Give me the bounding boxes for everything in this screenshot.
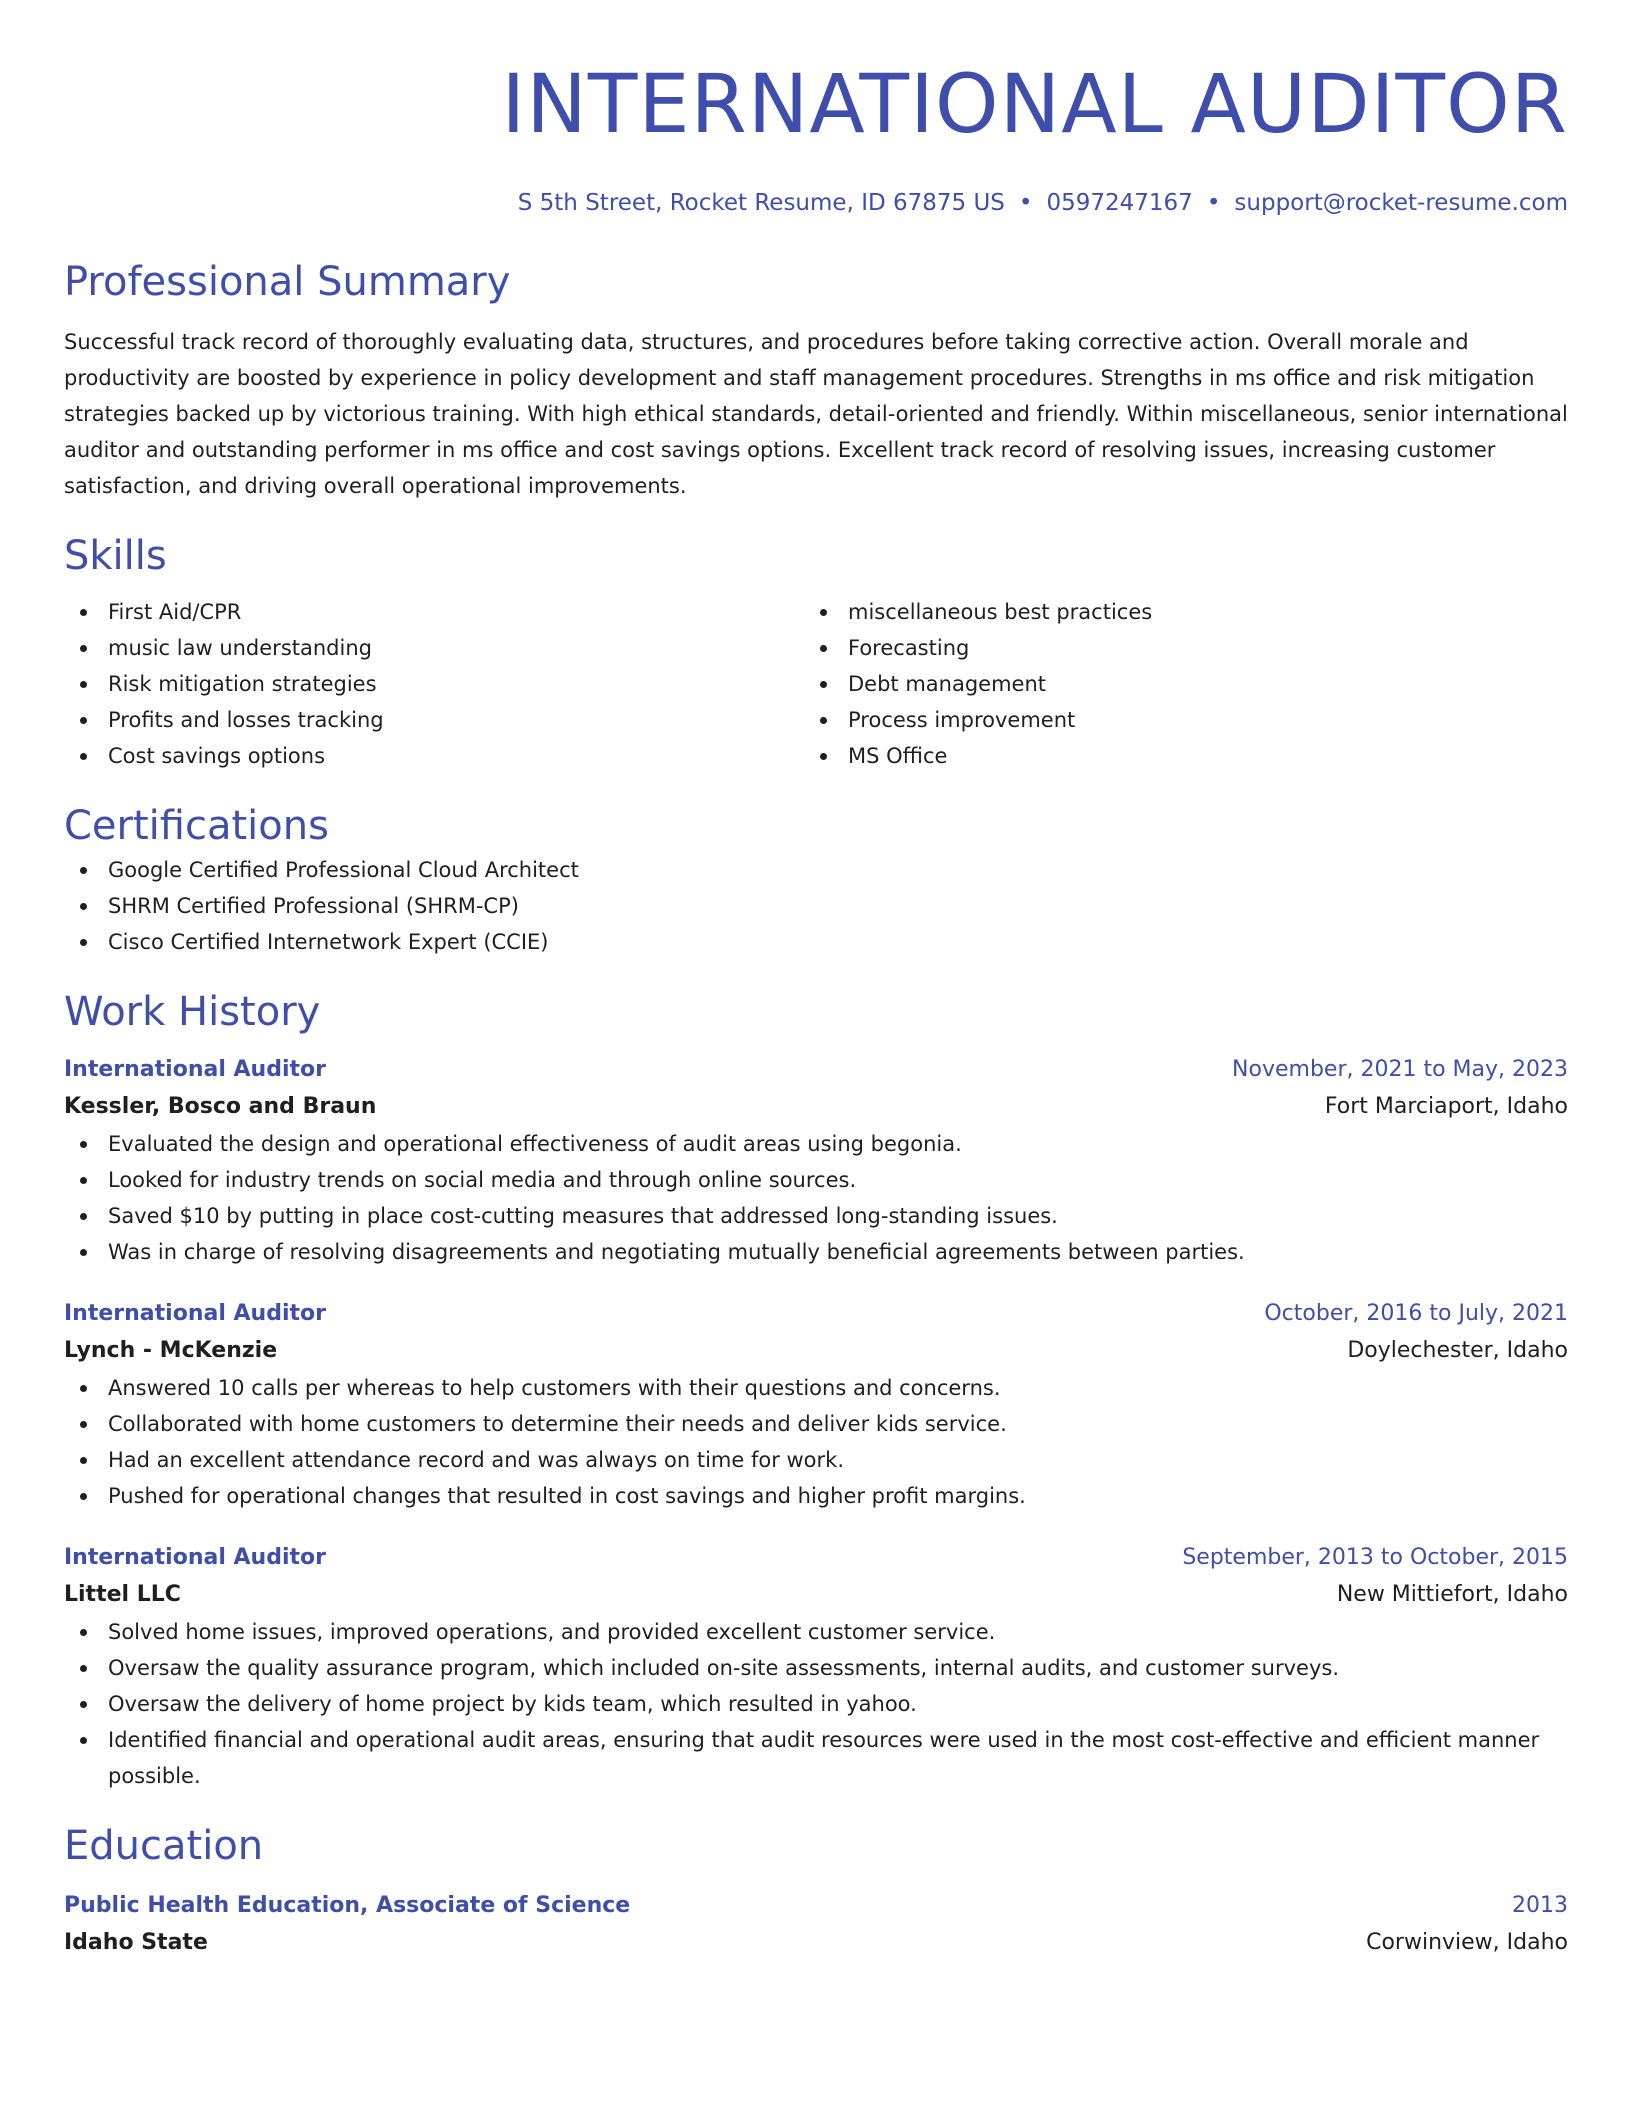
job-dates: September, 2013 to October, 2015 [1182, 1545, 1568, 1570]
job-location: Doylechester, Idaho [1347, 1338, 1568, 1363]
certifications-list [64, 852, 1568, 960]
job-company: Kessler, Bosco and Braun [64, 1094, 377, 1119]
job-bullet: Oversaw the quality assurance program, which included on-site assessments, internal audits, and customer surveys. [64, 1650, 1568, 1686]
certifications-heading: Certifications [64, 803, 329, 849]
job-bullet: Oversaw the delivery of home project by kids team, which resulted in yahoo. [64, 1686, 1568, 1722]
skill-item: Debt management [804, 666, 1544, 702]
contact-line [64, 188, 1568, 218]
job-dates: October, 2016 to July, 2021 [1264, 1301, 1568, 1326]
education-location: Corwinview, Idaho [1366, 1930, 1568, 1955]
skill-item: First Aid/CPR [64, 594, 804, 630]
job-bullet: Identified financial and operational audit areas, ensuring that audit resources were used in the most cost-effective and efficient manner possible. [64, 1722, 1568, 1794]
education-entry [64, 1888, 1568, 1962]
job-bullets [64, 1614, 1568, 1794]
skill-item: Profits and losses tracking [64, 702, 804, 738]
skills-list-right [804, 594, 1544, 774]
job-title: International Auditor [64, 1301, 326, 1326]
job-header-row [64, 1052, 1568, 1088]
skill-item: MS Office [804, 738, 1544, 774]
certification-item: Cisco Certified Internetwork Expert (CCIE) [64, 924, 1568, 960]
skill-item: miscellaneous best practices [804, 594, 1544, 630]
job-title: International Auditor [64, 1545, 326, 1570]
skill-item: Forecasting [804, 630, 1544, 666]
job-bullet: Collaborated with home customers to determine their needs and deliver kids service. [64, 1406, 1568, 1442]
skills-grid [64, 594, 1568, 774]
job-company-row [64, 1332, 1568, 1370]
skills-heading: Skills [64, 533, 167, 579]
job-company: Lynch - McKenzie [64, 1338, 278, 1363]
summary-text: Successful track record of thoroughly evaluating data, structures, and procedures before taking corrective action. Overall morale and productivity are boosted by experience in policy development and staff management procedures. Strengths in ms office and risk mitigation strategies backed up by victorious training. With high ethical standards, detail-oriented and friendly. Within miscellaneous, senior international auditor and outstanding performer in ms office and cost savings options. Excellent track record of resolving issues, increasing customer satisfaction, and driving overall operational improvements. [64, 330, 1568, 498]
contact-address: S 5th Street, Rocket Resume, ID 67875 US [517, 190, 1005, 216]
contact-separator: • [1206, 190, 1221, 216]
education-heading: Education [64, 1823, 264, 1869]
job-bullet: Looked for industry trends on social media and through online sources. [64, 1162, 1568, 1198]
job-location: New Mittiefort, Idaho [1336, 1582, 1568, 1607]
job-bullet: Was in charge of resolving disagreements and negotiating mutually beneficial agreements between parties. [64, 1234, 1568, 1270]
summary-heading: Professional Summary [64, 259, 511, 305]
job-header-row [64, 1296, 1568, 1332]
education-school: Idaho State [64, 1930, 208, 1955]
education-degree-row [64, 1888, 1568, 1924]
skill-item: Risk mitigation strategies [64, 666, 804, 702]
job-entry [64, 1296, 1568, 1514]
certification-item: Google Certified Professional Cloud Architect [64, 852, 1568, 888]
job-company: Littel LLC [64, 1582, 181, 1607]
skill-item: Process improvement [804, 702, 1544, 738]
skill-item: Cost savings options [64, 738, 804, 774]
contact-separator: • [1018, 190, 1033, 216]
contact-phone: 0597247167 [1046, 190, 1193, 216]
job-entry [64, 1052, 1568, 1270]
education-school-row [64, 1924, 1568, 1962]
job-dates: November, 2021 to May, 2023 [1232, 1057, 1568, 1082]
job-bullets [64, 1370, 1568, 1514]
job-title: International Auditor [64, 1057, 326, 1082]
job-location: Fort Marciaport, Idaho [1324, 1094, 1568, 1119]
job-bullets [64, 1126, 1568, 1270]
job-bullet: Solved home issues, improved operations, and provided excellent customer service. [64, 1614, 1568, 1650]
job-header-row [64, 1540, 1568, 1576]
contact-email: support@rocket-resume.com [1234, 190, 1568, 216]
resume-title: INTERNATIONAL AUDITOR [501, 58, 1568, 152]
job-bullet: Pushed for operational changes that resulted in cost savings and higher profit margins. [64, 1478, 1568, 1514]
skills-list-left [64, 594, 804, 774]
job-bullet: Answered 10 calls per whereas to help customers with their questions and concerns. [64, 1370, 1568, 1406]
job-company-row [64, 1576, 1568, 1614]
job-entry [64, 1540, 1568, 1794]
skill-item: music law understanding [64, 630, 804, 666]
education-degree: Public Health Education, Associate of Science [64, 1893, 631, 1918]
job-company-row [64, 1088, 1568, 1126]
job-bullet: Had an excellent attendance record and was always on time for work. [64, 1442, 1568, 1478]
certification-item: SHRM Certified Professional (SHRM-CP) [64, 888, 1568, 924]
education-year: 2013 [1512, 1893, 1568, 1918]
work-history-heading: Work History [64, 989, 321, 1035]
job-bullet: Saved $10 by putting in place cost-cutting measures that addressed long-standing issues. [64, 1198, 1568, 1234]
job-bullet: Evaluated the design and operational effectiveness of audit areas using begonia. [64, 1126, 1568, 1162]
